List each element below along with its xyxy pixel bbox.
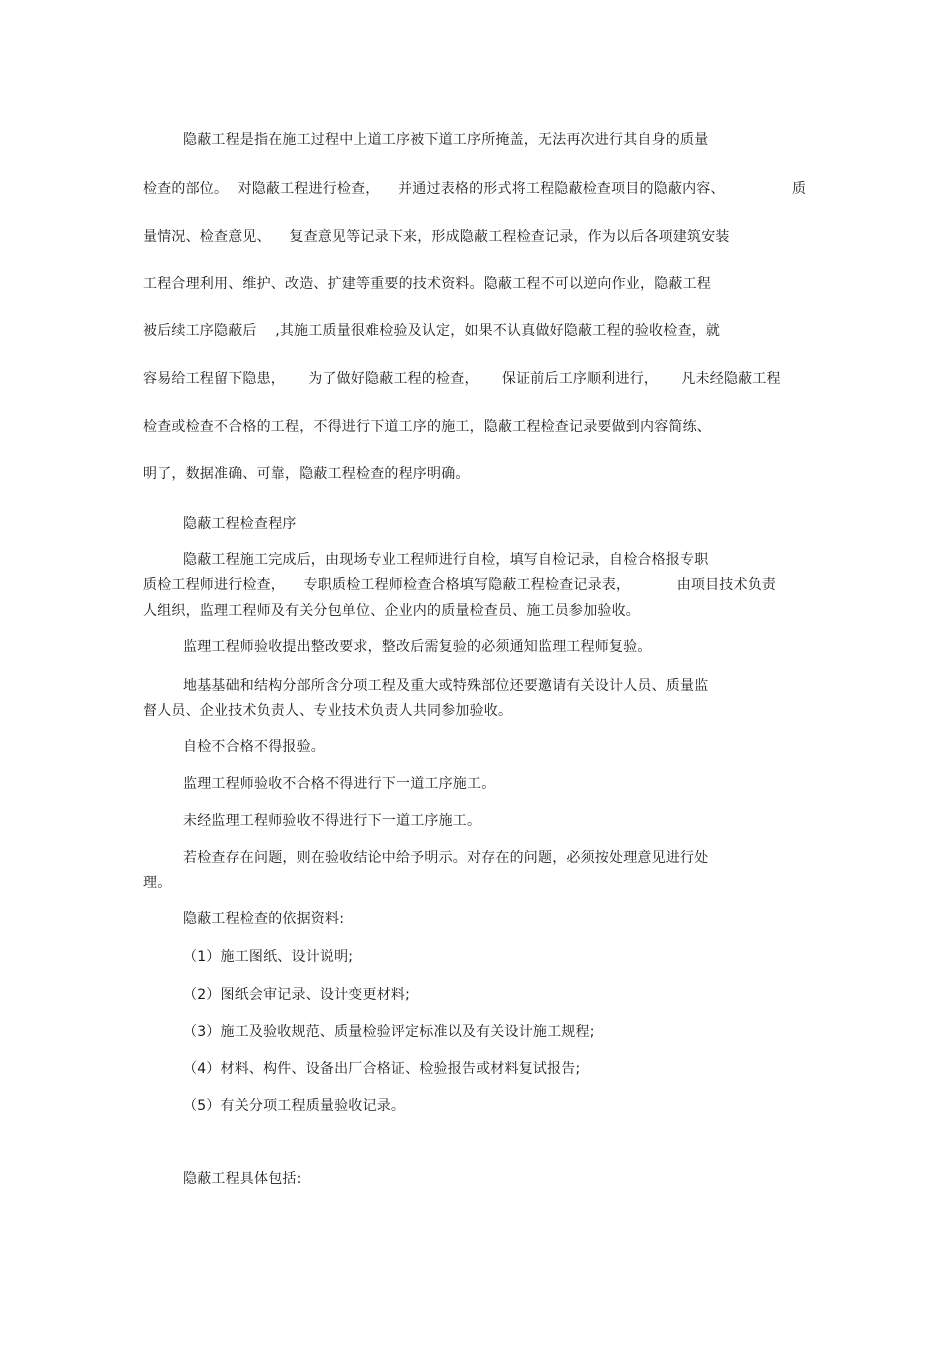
procedure-paragraph-line: 监理工程师验收不合格不得进行下一道工序施工。 [183, 776, 496, 792]
intro-line: 工程合理利用、维护、改造、扩建等重要的技术资料。隐蔽工程不可以逆向作业，隐蔽工程 [143, 276, 711, 292]
intro-line: 明了，数据准确、可靠，隐蔽工程检查的程序明确。 [143, 466, 470, 482]
procedure-paragraph-line: 未经监理工程师验收不得进行下一道工序施工。 [183, 813, 482, 829]
section-heading-scope: 隐蔽工程具体包括: [183, 1171, 302, 1187]
intro-line: 质 [792, 181, 807, 197]
intro-line: 被后续工序隐蔽后 ,其施工质量很难检验及认定，如果不认真做好隐蔽工程的验收检查，就 [143, 323, 721, 339]
procedure-paragraph-line: 隐蔽工程施工完成后，由现场专业工程师进行自检，填写自检记录，自检合格报专职 [183, 552, 709, 568]
basis-list-item: （2）图纸会审记录、设计变更材料; [183, 987, 411, 1003]
procedure-paragraph-line: 督人员、企业技术负责人、专业技术负责人共同参加验收。 [143, 703, 513, 719]
procedure-paragraph-line: 监理工程师验收提出整改要求，整改后需复验的必须通知监理工程师复验。 [183, 639, 652, 655]
intro-line: 检查或检查不合格的工程，不得进行下道工序的施工，隐蔽工程检查记录要做到内容简练、 [143, 419, 711, 435]
intro-line: 检查的部位。 对隐蔽工程进行检查， 并通过表格的形式将工程隐蔽检查项目的隐蔽内容、 [143, 181, 725, 197]
procedure-paragraph-line: 地基基础和结构分部所含分项工程及重大或特殊部位还要邀请有关设计人员、质量监 [183, 678, 709, 694]
section-heading-procedure: 隐蔽工程检查程序 [183, 516, 297, 532]
procedure-paragraph-line: 自检不合格不得报验。 [183, 739, 325, 755]
basis-list-item: （3）施工及验收规范、质量检验评定标准以及有关设计施工规程; [183, 1024, 595, 1040]
intro-line: 容易给工程留下隐患， 为了做好隐蔽工程的检查， 保证前后工序顺利进行， 凡未经隐蔽工程 [143, 371, 781, 387]
procedure-paragraph-line: 质检工程师进行检查， 专职质检工程师检查合格填写隐蔽工程检查记录表， 由项目技术负责 [143, 577, 777, 593]
procedure-paragraph-line: 若检查存在问题，则在验收结论中给予明示。对存在的问题，必须按处理意见进行处 [183, 850, 709, 866]
procedure-paragraph-line: 理。 [143, 875, 172, 891]
basis-list-item: （5）有关分项工程质量验收记录。 [183, 1098, 406, 1114]
intro-line: 量情况、检查意见、 复查意见等记录下来，形成隐蔽工程检查记录，作为以后各项建筑安装 [143, 229, 730, 245]
intro-line: 隐蔽工程是指在施工过程中上道工序被下道工序所掩盖，无法再次进行其自身的质量 [183, 132, 709, 148]
procedure-paragraph-line: 人组织，监理工程师及有关分包单位、企业内的质量检查员、施工员参加验收。 [143, 603, 640, 619]
basis-list-item: （4）材料、构件、设备出厂合格证、检验报告或材料复试报告; [183, 1061, 581, 1077]
basis-list-item: （1）施工图纸、设计说明; [183, 949, 354, 965]
section-heading-basis: 隐蔽工程检查的依据资料: [183, 911, 345, 927]
